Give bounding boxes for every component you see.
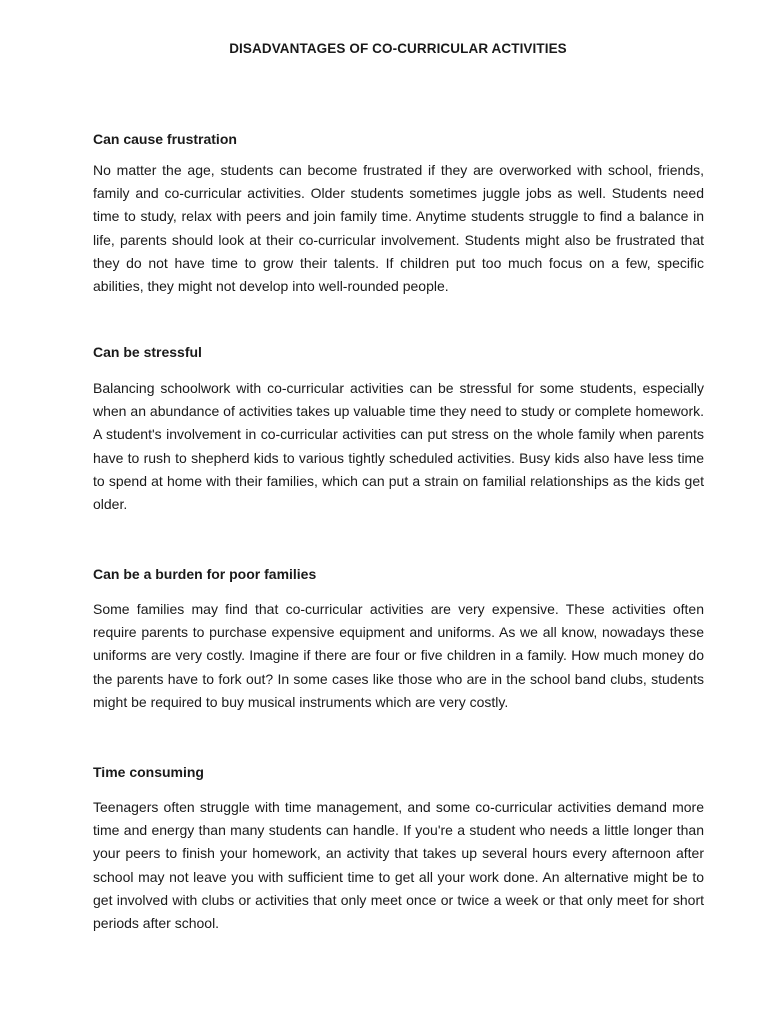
section-can-cause-frustration — [93, 130, 704, 298]
section-can-be-stressful — [93, 343, 704, 516]
section-paragraph: Some families may find that co-curricular activities are very expensive. These activities often require parents to purchase expensive equipment and uniforms. As we all know, nowadays these uniforms are very costly. Imagine if there are four or five children in a family. How much money do the parents have to fork out? In some cases like those who are in the school band clubs, students might be required to buy musical instruments which are very costly. — [93, 601, 704, 710]
section-paragraph: Teenagers often struggle with time management, and some co-curricular activities demand more time and energy than many students can handle. If you're a student who needs a little longer than your peers to finish your homework, an activity that takes up several hours every afternoon after school may not leave you with sufficient time to get all your work done. An alternative might be to get involved with clubs or activities that only meet once or twice a week or that only meet for short periods after school. — [93, 799, 704, 932]
section-heading: Can be stressful — [93, 344, 202, 360]
section-heading: Can cause frustration — [93, 131, 237, 147]
section-burden-for-poor-families — [93, 565, 704, 714]
section-paragraph: No matter the age, students can become frustrated if they are overworked with school, friends, family and co-curricular activities. Older students sometimes juggle jobs as well. Students need time to study, relax with peers and join family time. Anytime students struggle to find a balance in life, parents should look at their co-curricular involvement. Students might also be frustrated that they do not have time to grow their talents. If children put too much focus on a few, specific abilities, they might not develop into well-rounded people. — [93, 162, 704, 295]
section-heading: Time consuming — [93, 764, 204, 780]
section-time-consuming — [93, 763, 704, 935]
section-paragraph: Balancing schoolwork with co-curricular activities can be stressful for some students, especially when an abundance of activities takes up valuable time they need to study or complete homework. A student's involvement in co-curricular activities can put stress on the whole family when parents have to rush to shepherd kids to various tightly scheduled activities. Busy kids also have less time to spend at home with their families, which can put a strain on familial relationships as the kids get older. — [93, 380, 704, 513]
section-heading: Can be a burden for poor families — [93, 566, 317, 582]
document-title: DISADVANTAGES OF CO-CURRICULAR ACTIVITIES — [229, 41, 567, 56]
